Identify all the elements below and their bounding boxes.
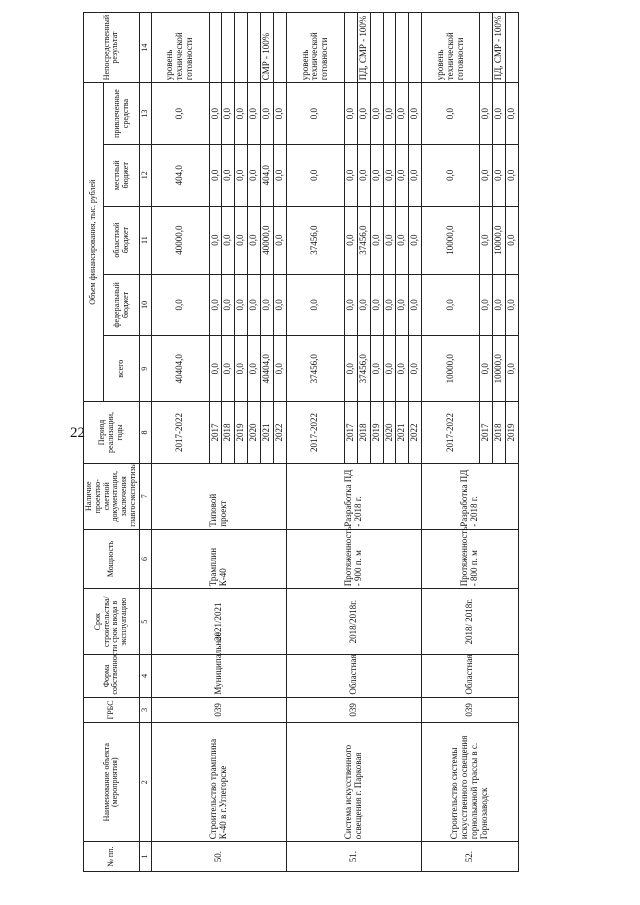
column-number: 8 <box>139 402 151 464</box>
amount-attracted: 0,0 <box>248 83 261 145</box>
construction-term: 2018/2018г. <box>286 589 421 655</box>
amount-total: 0,0 <box>274 336 287 402</box>
amount-federal: 0,0 <box>422 274 480 336</box>
amount-local: 0,0 <box>370 144 383 206</box>
header-result: Непосредственный результат <box>84 13 140 83</box>
amount-local: 0,0 <box>480 144 493 206</box>
amount-federal: 0,0 <box>409 274 422 336</box>
direct-result <box>506 13 519 83</box>
direct-result: уровень технической готовности <box>422 13 480 83</box>
amount-local: 0,0 <box>383 144 396 206</box>
amount-attracted: 0,0 <box>357 83 370 145</box>
amount-total: 37456,0 <box>286 336 344 402</box>
period-year: 2017 <box>209 402 222 464</box>
ownership-form: Муниципальное <box>151 655 286 698</box>
amount-local: 0,0 <box>222 144 235 206</box>
object-name: Система искусственного освещения г. Парковая <box>286 723 421 842</box>
row-number: 51. <box>286 842 421 872</box>
period-year: 2017 <box>480 402 493 464</box>
amount-attracted: 0,0 <box>222 83 235 145</box>
period-year: 2022 <box>274 402 287 464</box>
header-num: № пп. <box>84 842 140 872</box>
amount-regional: 37456,0 <box>286 206 344 274</box>
amount-regional: 0,0 <box>409 206 422 274</box>
ownership-form: Областная <box>422 655 519 698</box>
amount-regional: 0,0 <box>222 206 235 274</box>
header-total: всего <box>104 336 139 402</box>
amount-attracted: 0,0 <box>151 83 209 145</box>
amount-federal: 0,0 <box>357 274 370 336</box>
amount-federal: 0,0 <box>493 274 506 336</box>
amount-local: 0,0 <box>493 144 506 206</box>
period-year: 2021 <box>261 402 274 464</box>
header-ownership: Форма собственности <box>84 655 140 698</box>
financing-table <box>83 12 519 872</box>
header-capacity: Мощность <box>84 529 140 589</box>
period-year: 2019 <box>235 402 248 464</box>
amount-attracted: 0,0 <box>480 83 493 145</box>
direct-result <box>235 13 248 83</box>
amount-federal: 0,0 <box>396 274 409 336</box>
direct-result <box>344 13 357 83</box>
column-number: 6 <box>139 529 151 589</box>
amount-federal: 0,0 <box>344 274 357 336</box>
amount-federal: 0,0 <box>248 274 261 336</box>
header-financing: Объем финансирования, тыс. рублей <box>84 83 104 402</box>
direct-result <box>409 13 422 83</box>
documentation: Разработка ПД - 2018 г. <box>286 463 421 529</box>
period-year: 2020 <box>248 402 261 464</box>
object-name: Строительство трамплина К-40 в г.Углегорске <box>151 723 286 842</box>
amount-federal: 0,0 <box>370 274 383 336</box>
period-year: 2017-2022 <box>422 402 480 464</box>
capacity: Протяженность - 900 п. м <box>286 529 421 589</box>
amount-regional: 40000,0 <box>261 206 274 274</box>
amount-regional: 37456,0 <box>357 206 370 274</box>
period-year: 2019 <box>370 402 383 464</box>
amount-regional: 0,0 <box>480 206 493 274</box>
amount-regional: 10000,0 <box>422 206 480 274</box>
page-number: 22 <box>70 425 85 441</box>
amount-federal: 0,0 <box>222 274 235 336</box>
amount-total: 0,0 <box>409 336 422 402</box>
table-row <box>151 13 209 872</box>
direct-result: ПД, СМР - 100% <box>493 13 506 83</box>
direct-result <box>383 13 396 83</box>
amount-local: 0,0 <box>357 144 370 206</box>
amount-regional: 0,0 <box>506 206 519 274</box>
table-body <box>151 13 518 872</box>
direct-result <box>209 13 222 83</box>
amount-local: 0,0 <box>396 144 409 206</box>
direct-result <box>222 13 235 83</box>
amount-attracted: 0,0 <box>286 83 344 145</box>
column-number: 7 <box>139 463 151 529</box>
amount-local: 0,0 <box>235 144 248 206</box>
amount-local: 0,0 <box>248 144 261 206</box>
amount-local: 404,0 <box>151 144 209 206</box>
amount-regional: 40000,0 <box>151 206 209 274</box>
header-local: местный бюджет <box>104 144 139 206</box>
direct-result: СМР - 100% <box>261 13 274 83</box>
period-year: 2018 <box>357 402 370 464</box>
amount-federal: 0,0 <box>480 274 493 336</box>
capacity: Протяженность - 800 п. м <box>422 529 519 589</box>
header-period: Период реализации, годы <box>84 402 140 464</box>
header-term: Срок строительства/срок ввода в эксплуатацию <box>84 589 140 655</box>
amount-regional: 0,0 <box>248 206 261 274</box>
period-year: 2017-2022 <box>286 402 344 464</box>
amount-regional: 0,0 <box>383 206 396 274</box>
amount-regional: 0,0 <box>370 206 383 274</box>
amount-regional: 0,0 <box>344 206 357 274</box>
amount-local: 0,0 <box>344 144 357 206</box>
amount-local: 0,0 <box>274 144 287 206</box>
column-numbers-row <box>139 13 151 872</box>
amount-attracted: 0,0 <box>344 83 357 145</box>
amount-total: 0,0 <box>222 336 235 402</box>
period-year: 2018 <box>222 402 235 464</box>
period-year: 2020 <box>383 402 396 464</box>
header-regional: областной бюджет <box>104 206 139 274</box>
amount-total: 0,0 <box>344 336 357 402</box>
documentation: Разработка ПД - 2018 г. <box>422 463 519 529</box>
row-number: 50. <box>151 842 286 872</box>
amount-local: 404,0 <box>261 144 274 206</box>
amount-attracted: 0,0 <box>370 83 383 145</box>
amount-total: 0,0 <box>235 336 248 402</box>
direct-result <box>396 13 409 83</box>
amount-total: 0,0 <box>209 336 222 402</box>
column-number: 12 <box>139 144 151 206</box>
amount-local: 0,0 <box>422 144 480 206</box>
direct-result: ПД, СМР - 100% <box>357 13 370 83</box>
period-year: 2017-2022 <box>151 402 209 464</box>
column-number: 10 <box>139 274 151 336</box>
header-grbs: ГРБС <box>84 697 140 723</box>
amount-regional: 0,0 <box>209 206 222 274</box>
amount-regional: 0,0 <box>235 206 248 274</box>
construction-term: 2018/ 2018г. <box>422 589 519 655</box>
amount-regional: 0,0 <box>274 206 287 274</box>
direct-result <box>480 13 493 83</box>
amount-attracted: 0,0 <box>493 83 506 145</box>
column-number: 13 <box>139 83 151 145</box>
amount-total: 0,0 <box>370 336 383 402</box>
period-year: 2019 <box>506 402 519 464</box>
amount-attracted: 0,0 <box>383 83 396 145</box>
amount-federal: 0,0 <box>383 274 396 336</box>
column-number: 3 <box>139 697 151 723</box>
amount-attracted: 0,0 <box>409 83 422 145</box>
amount-attracted: 0,0 <box>209 83 222 145</box>
amount-attracted: 0,0 <box>261 83 274 145</box>
amount-local: 0,0 <box>506 144 519 206</box>
amount-attracted: 0,0 <box>396 83 409 145</box>
header-attracted: привлеченные средства <box>104 83 139 145</box>
amount-local: 0,0 <box>286 144 344 206</box>
grbs-code: 039 <box>151 697 286 723</box>
ownership-form: Областная <box>286 655 421 698</box>
amount-total: 40404,0 <box>261 336 274 402</box>
column-number: 11 <box>139 206 151 274</box>
documentation: Типовой проект <box>151 463 286 529</box>
amount-total: 0,0 <box>383 336 396 402</box>
amount-regional: 0,0 <box>396 206 409 274</box>
column-number: 2 <box>139 723 151 842</box>
amount-federal: 0,0 <box>235 274 248 336</box>
period-year: 2022 <box>409 402 422 464</box>
header-row-1 <box>84 13 104 872</box>
header-documentation: Наличие проектно-сметной документации, заключения главгосэкспертизы <box>84 463 140 529</box>
direct-result: уровень технической готовности <box>286 13 344 83</box>
header-name: Наименование объекта (мероприятия) <box>84 723 140 842</box>
capacity: Трамплин К-40 <box>151 529 286 589</box>
object-name: Строительство системы искусственного освещения горнолыжной трассы в с. Горнозаводск <box>422 723 519 842</box>
direct-result <box>248 13 261 83</box>
construction-term: 2021/2021 <box>151 589 286 655</box>
amount-regional: 10000,0 <box>493 206 506 274</box>
amount-attracted: 0,0 <box>274 83 287 145</box>
amount-total: 0,0 <box>480 336 493 402</box>
amount-total: 0,0 <box>248 336 261 402</box>
amount-attracted: 0,0 <box>506 83 519 145</box>
grbs-code: 039 <box>286 697 421 723</box>
grbs-code: 039 <box>422 697 519 723</box>
amount-total: 0,0 <box>396 336 409 402</box>
amount-local: 0,0 <box>409 144 422 206</box>
rotated-table-container <box>83 12 633 872</box>
column-number: 4 <box>139 655 151 698</box>
amount-federal: 0,0 <box>261 274 274 336</box>
period-year: 2017 <box>344 402 357 464</box>
amount-federal: 0,0 <box>506 274 519 336</box>
row-number: 52. <box>422 842 519 872</box>
column-number: 5 <box>139 589 151 655</box>
amount-total: 37456,0 <box>357 336 370 402</box>
amount-total: 40404,0 <box>151 336 209 402</box>
header-federal: федеральный бюджет <box>104 274 139 336</box>
period-year: 2021 <box>396 402 409 464</box>
period-year: 2018 <box>493 402 506 464</box>
amount-federal: 0,0 <box>151 274 209 336</box>
amount-total: 10000,0 <box>422 336 480 402</box>
direct-result <box>370 13 383 83</box>
amount-local: 0,0 <box>209 144 222 206</box>
column-number: 9 <box>139 336 151 402</box>
direct-result: уровень технической готовности <box>151 13 209 83</box>
amount-total: 0,0 <box>506 336 519 402</box>
column-number: 14 <box>139 13 151 83</box>
amount-federal: 0,0 <box>274 274 287 336</box>
amount-attracted: 0,0 <box>235 83 248 145</box>
direct-result <box>274 13 287 83</box>
amount-federal: 0,0 <box>209 274 222 336</box>
amount-federal: 0,0 <box>286 274 344 336</box>
amount-attracted: 0,0 <box>422 83 480 145</box>
table-row <box>422 13 480 872</box>
column-number: 1 <box>139 842 151 872</box>
amount-total: 10000,0 <box>493 336 506 402</box>
table-row <box>286 13 344 872</box>
